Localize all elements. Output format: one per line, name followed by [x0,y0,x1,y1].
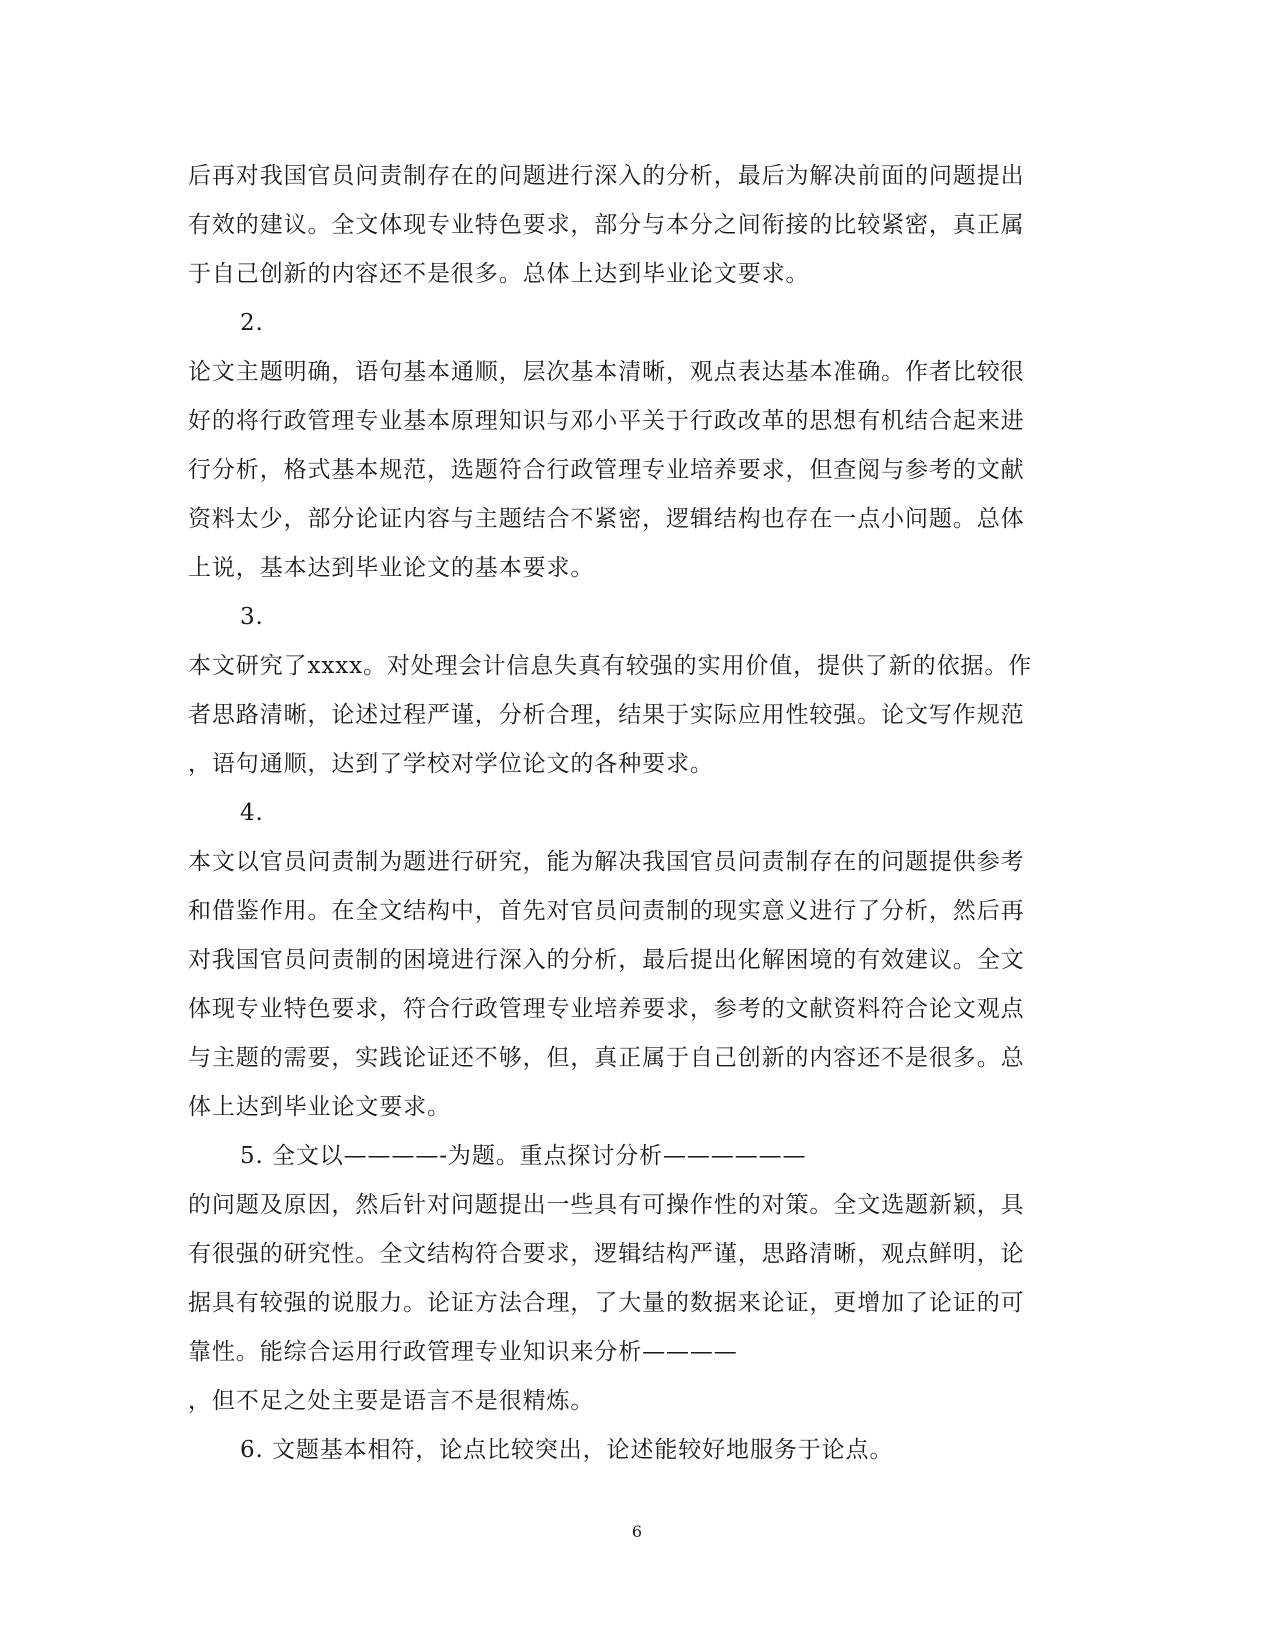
text-line: 资料太少，部分论证内容与主题结合不紧密，逻辑结构也存在一点小问题。总体 [188,506,1025,532]
text-line: 行分析，格式基本规范，选题符合行政管理专业培养要求，但查阅与参考的文献 [188,457,1025,483]
text-line: 于自己创新的内容还不是很多。总体上达到毕业论文要求。 [188,261,810,287]
text-line: 据具有较强的说服力。论证方法合理，了大量的数据来论证，更增加了论证的可 [188,1290,1025,1316]
text-line: 对我国官员问责制的困境进行深入的分析，最后提出化解困境的有效建议。全文 [188,947,1025,973]
text-line: 本文以官员问责制为题进行研究，能为解决我国官员问责制存在的问题提供参考 [188,849,1025,875]
text-line: 3. [240,604,264,630]
text-line: 论文主题明确，语句基本通顺，层次基本清晰，观点表达基本准确。作者比较很 [188,359,1025,385]
text-line: ，但不足之处主要是语言不是很精炼。 [188,1388,595,1414]
text-line: 体现专业特色要求，符合行政管理专业培养要求，参考的文献资料符合论文观点 [188,996,1025,1022]
document-body [188,152,1068,1475]
text-line: 靠性。能综合运用行政管理专业知识来分析———— [188,1339,738,1365]
text-line: 的问题及原因，然后针对问题提出一些具有可操作性的对策。全文选题新颖，具 [188,1192,1025,1218]
text-line: ，语句通顺，达到了学校对学位论文的各种要求。 [188,751,714,777]
text-line: 好的将行政管理专业基本原理知识与邓小平关于行政改革的思想有机结合起来进 [188,408,1025,434]
text-line: 有效的建议。全文体现专业特色要求，部分与本分之间衔接的比较紧密，真正属 [188,212,1025,238]
text-line: 本文研究了xxxx。对处理会计信息失真有较强的实用价值，提供了新的依据。作 [188,653,1033,679]
text-line: 6. 文题基本相符，论点比较突出，论述能较好地服务于论点。 [240,1437,894,1463]
page-number: 6 [631,1522,643,1541]
text-line: 与主题的需要，实践论证还不够，但，真正属于自己创新的内容还不是很多。总 [188,1045,1025,1071]
text-line: 2. [240,310,264,336]
text-line: 和借鉴作用。在全文结构中，首先对官员问责制的现实意义进行了分析，然后再 [188,898,1025,924]
text-line: 者思路清晰，论述过程严谨，分析合理，结果于实际应用性较强。论文写作规范 [188,702,1025,728]
text-line: 有很强的研究性。全文结构符合要求，逻辑结构严谨，思路清晰，观点鲜明，论 [188,1241,1025,1267]
text-line: 体上达到毕业论文要求。 [188,1094,451,1120]
text-line: 4. [240,800,264,826]
text-line: 上说，基本达到毕业论文的基本要求。 [188,555,595,581]
text-line: 后再对我国官员问责制存在的问题进行深入的分析，最后为解决前面的问题提出 [188,163,1025,189]
text-line: 5. 全文以————-为题。重点探讨分析—————— [240,1143,807,1169]
